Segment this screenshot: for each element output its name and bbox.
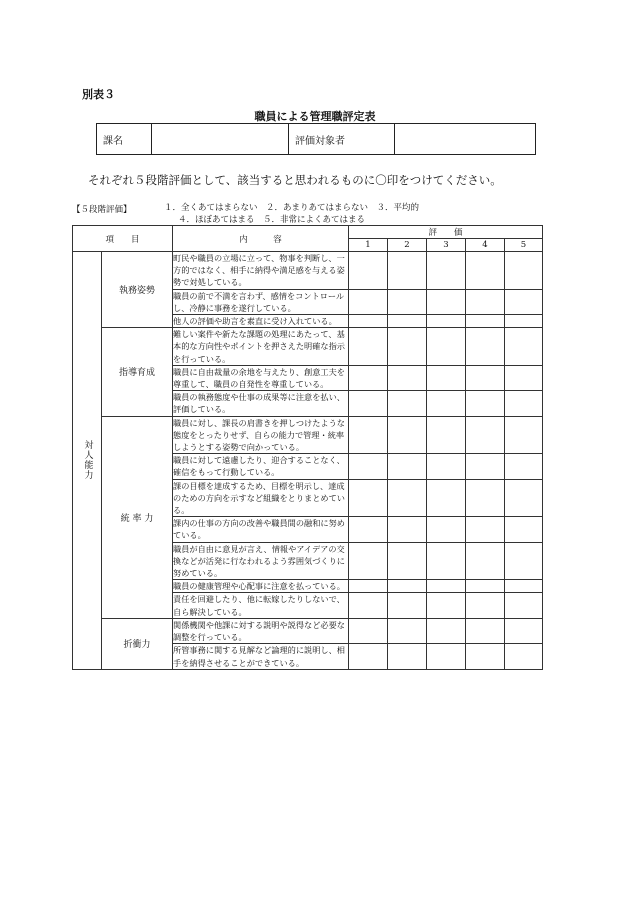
score-cell-2[interactable] xyxy=(388,315,427,328)
score-cell-3[interactable] xyxy=(427,593,466,618)
score-cell-4[interactable] xyxy=(466,252,505,290)
score-cell-3[interactable] xyxy=(427,252,466,290)
score-cell-1[interactable] xyxy=(349,289,388,314)
criterion-text: 職員が自由に意見が言え、情報やアイデアの交換などが活発に行なわれるよう雰囲気づくりに努めている。 xyxy=(173,542,349,580)
score-cell-5[interactable] xyxy=(505,644,543,669)
score-cell-4[interactable] xyxy=(466,542,505,580)
score-cell-1[interactable] xyxy=(349,315,388,328)
form-title: 職員による管理職評定表 xyxy=(254,110,376,123)
score-cell-5[interactable] xyxy=(505,328,543,366)
criterion-text: 課内の仕事の方向の改善や職員間の融和に努めている。 xyxy=(173,517,349,542)
score-cell-5[interactable] xyxy=(505,289,543,314)
evaluation-body xyxy=(73,252,543,670)
header-fields-table xyxy=(96,123,536,155)
score-cell-3[interactable] xyxy=(427,365,466,390)
score-cell-5[interactable] xyxy=(505,365,543,390)
score-cell-4[interactable] xyxy=(466,289,505,314)
score-cell-5[interactable] xyxy=(505,315,543,328)
category-label: 統 率 力 xyxy=(102,416,173,618)
scale-line-1: １．全くあてはまらない ２．あまりあてはまらない ３．平均的 xyxy=(164,203,420,213)
score-header-4: 4 xyxy=(466,239,505,252)
criterion-text: 所管事務に関する見解など論理的に説明し、相手を納得させることができている。 xyxy=(173,644,349,669)
table-row xyxy=(73,252,543,290)
score-cell-2[interactable] xyxy=(388,328,427,366)
score-cell-2[interactable] xyxy=(388,289,427,314)
score-header-2: 2 xyxy=(388,239,427,252)
score-cell-5[interactable] xyxy=(505,542,543,580)
section-field[interactable] xyxy=(152,124,289,155)
score-cell-2[interactable] xyxy=(388,618,427,643)
item-header: 項 目 xyxy=(73,226,173,252)
score-cell-3[interactable] xyxy=(427,618,466,643)
score-cell-3[interactable] xyxy=(427,517,466,542)
score-cell-1[interactable] xyxy=(349,328,388,366)
score-cell-2[interactable] xyxy=(388,517,427,542)
criterion-text: 職員の前で不満を言わず、感情をコントロールし、冷静に事務を遂行している。 xyxy=(173,289,349,314)
score-cell-4[interactable] xyxy=(466,479,505,517)
criterion-text: 職員の健康管理や心配事に注意を払っている。 xyxy=(173,580,349,593)
score-cell-3[interactable] xyxy=(427,328,466,366)
criterion-text: 他人の評価や助言を素直に受け入れている。 xyxy=(173,315,349,328)
score-cell-1[interactable] xyxy=(349,593,388,618)
score-cell-3[interactable] xyxy=(427,580,466,593)
group-label: 対人能力 xyxy=(82,440,93,481)
score-cell-2[interactable] xyxy=(388,542,427,580)
score-cell-1[interactable] xyxy=(349,365,388,390)
evaluatee-label: 評価対象者 xyxy=(289,124,395,155)
table-row xyxy=(73,328,543,366)
score-cell-1[interactable] xyxy=(349,454,388,479)
criterion-text: 難しい案件や新たな課題の処理にあたって、基本的な方向性やポイントを押さえた明確な指示を行っている。 xyxy=(173,328,349,366)
score-cell-5[interactable] xyxy=(505,593,543,618)
score-cell-4[interactable] xyxy=(466,454,505,479)
evaluation-header: 評 価 xyxy=(349,226,543,239)
criterion-text: 職員に自由裁量の余地を与えたり、創意工夫を尊重して、職員の自発性を尊重している。 xyxy=(173,365,349,390)
score-cell-4[interactable] xyxy=(466,315,505,328)
score-cell-3[interactable] xyxy=(427,479,466,517)
scale-label: 【５段階評価】 xyxy=(72,205,132,215)
score-cell-4[interactable] xyxy=(466,365,505,390)
score-cell-3[interactable] xyxy=(427,315,466,328)
score-cell-5[interactable] xyxy=(505,416,543,454)
score-cell-4[interactable] xyxy=(466,328,505,366)
score-cell-5[interactable] xyxy=(505,252,543,290)
score-cell-2[interactable] xyxy=(388,365,427,390)
score-cell-1[interactable] xyxy=(349,391,388,416)
category-label: 執務姿勢 xyxy=(102,252,173,328)
scale-line-2: ４．ほぼあてはまる ５．非常によくあてはまる xyxy=(178,215,366,225)
score-cell-5[interactable] xyxy=(505,580,543,593)
score-cell-4[interactable] xyxy=(466,580,505,593)
score-cell-1[interactable] xyxy=(349,542,388,580)
score-cell-2[interactable] xyxy=(388,454,427,479)
score-cell-2[interactable] xyxy=(388,252,427,290)
score-cell-1[interactable] xyxy=(349,580,388,593)
score-cell-4[interactable] xyxy=(466,618,505,643)
score-cell-5[interactable] xyxy=(505,618,543,643)
score-cell-1[interactable] xyxy=(349,252,388,290)
instruction-text: それぞれ５段階評価として、該当すると思われるものに〇印をつけてください。 xyxy=(88,173,502,187)
table-row xyxy=(73,416,543,454)
content-header: 内 容 xyxy=(173,226,349,252)
score-cell-2[interactable] xyxy=(388,593,427,618)
score-cell-3[interactable] xyxy=(427,542,466,580)
score-cell-5[interactable] xyxy=(505,391,543,416)
score-header-1: 1 xyxy=(349,239,388,252)
score-cell-3[interactable] xyxy=(427,644,466,669)
evaluatee-field[interactable] xyxy=(395,124,536,155)
score-cell-2[interactable] xyxy=(388,580,427,593)
score-cell-2[interactable] xyxy=(388,391,427,416)
score-cell-5[interactable] xyxy=(505,517,543,542)
score-cell-4[interactable] xyxy=(466,644,505,669)
appendix-label: 別表３ xyxy=(82,88,115,101)
score-cell-4[interactable] xyxy=(466,391,505,416)
score-header-5: 5 xyxy=(505,239,543,252)
score-cell-5[interactable] xyxy=(505,479,543,517)
score-cell-1[interactable] xyxy=(349,644,388,669)
criterion-text: 責任を回避したり、他に転嫁したりしないで、自ら解決している。 xyxy=(173,593,349,618)
score-cell-3[interactable] xyxy=(427,416,466,454)
score-cell-4[interactable] xyxy=(466,416,505,454)
group-cell xyxy=(73,252,102,670)
score-cell-3[interactable] xyxy=(427,289,466,314)
criterion-text: 職員に対して遠慮したり、迎合することなく、確信をもって行動している。 xyxy=(173,454,349,479)
section-label: 課名 xyxy=(97,124,152,155)
evaluation-table xyxy=(72,225,543,670)
category-label: 折衝力 xyxy=(102,618,173,669)
criterion-text: 課の目標を達成するため、目標を明示し、達成のための方向を示すなど組織をとりまとめている。 xyxy=(173,479,349,517)
criterion-text: 職員に対し、課長の肩書きを押しつけたような態度をとったりせず、自らの能力で管理・統率しようとする姿勢で向かっている。 xyxy=(173,416,349,454)
category-label: 指導育成 xyxy=(102,328,173,416)
score-cell-1[interactable] xyxy=(349,618,388,643)
score-cell-5[interactable] xyxy=(505,454,543,479)
score-cell-1[interactable] xyxy=(349,517,388,542)
score-cell-2[interactable] xyxy=(388,644,427,669)
score-cell-4[interactable] xyxy=(466,593,505,618)
table-row xyxy=(73,618,543,643)
criterion-text: 関係機関や他課に対する説明や説得など必要な調整を行っている。 xyxy=(173,618,349,643)
score-header-3: 3 xyxy=(427,239,466,252)
score-cell-3[interactable] xyxy=(427,391,466,416)
criterion-text: 町民や職員の立場に立って、物事を判断し、一方的ではなく、相手に納得や満足感を与える姿勢で対処している。 xyxy=(173,252,349,290)
score-cell-3[interactable] xyxy=(427,454,466,479)
score-cell-1[interactable] xyxy=(349,416,388,454)
score-cell-2[interactable] xyxy=(388,416,427,454)
score-cell-4[interactable] xyxy=(466,517,505,542)
criterion-text: 職員の執務態度や仕事の成果等に注意を払い、評価している。 xyxy=(173,391,349,416)
score-cell-1[interactable] xyxy=(349,479,388,517)
score-cell-2[interactable] xyxy=(388,479,427,517)
